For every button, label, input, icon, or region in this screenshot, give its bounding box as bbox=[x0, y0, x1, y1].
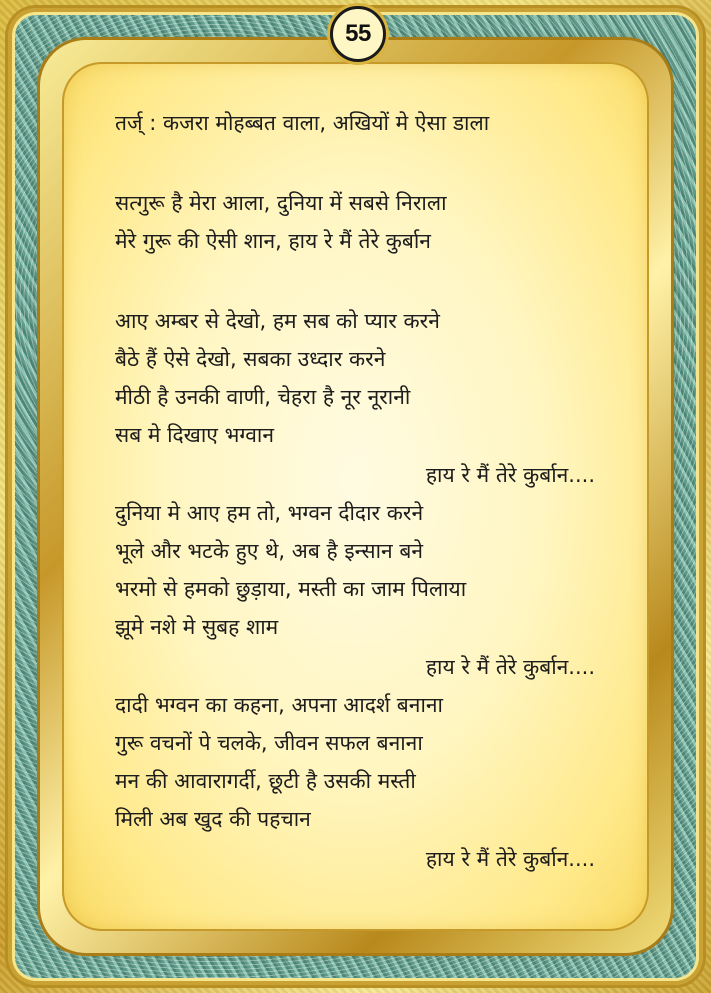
verse3-line-3: मन की आवारागर्दी, छूटी है उसकी मस्ती bbox=[115, 769, 416, 793]
verse3-line-2: गुरू वचनों पे चलके, जीवन सफल बनाना bbox=[115, 731, 423, 755]
verse3-line-1: दादी भग्वन का कहना, अपना आदर्श बनाना bbox=[115, 693, 443, 717]
page-number-badge bbox=[330, 6, 386, 62]
verse2-line-3: भरमो से हमको छुड़ाया, मस्ती का जाम पिलाया bbox=[115, 577, 467, 601]
verse3-line-4: मिली अब खुद की पहचान bbox=[115, 807, 311, 831]
page-number: 55 bbox=[345, 20, 371, 47]
opening-line-1: सत्गुरू है मेरा आला, दुनिया में सबसे निराला bbox=[115, 191, 447, 215]
opening-line-2: मेरे गुरू की ऐसी शान, हाय रे मैं तेरे कुर्बान bbox=[115, 229, 431, 253]
refrain-line-3: हाय रे मैं तेरे कुर्बान.... bbox=[425, 847, 595, 871]
verse1-line-1: आए अम्बर से देखो, हम सब को प्यार करने bbox=[115, 309, 440, 333]
verse1-line-4: सब मे दिखाए भग्वान bbox=[115, 423, 275, 447]
tune-line: तर्ज् : कजरा मोहब्बत वाला, अखियों मे ऐसा डाला bbox=[115, 111, 490, 135]
verse2-line-2: भूले और भटके हुए थे, अब है इन्सान बने bbox=[115, 539, 424, 563]
verse2-line-4: झूमे नशे मे सुबह शाम bbox=[115, 615, 279, 639]
verse1-line-3: मीठी है उनकी वाणी, चेहरा है नूर नूरानी bbox=[115, 385, 411, 409]
refrain-line-1: हाय रे मैं तेरे कुर्बान.... bbox=[425, 463, 595, 487]
verse1-line-2: बैठे हैं ऐसे देखो, सबका उध्दार करने bbox=[115, 347, 386, 371]
refrain-line-2: हाय रे मैं तेरे कुर्बान.... bbox=[425, 655, 595, 679]
verse2-line-1: दुनिया मे आए हम तो, भग्वन दीदार करने bbox=[115, 501, 424, 525]
